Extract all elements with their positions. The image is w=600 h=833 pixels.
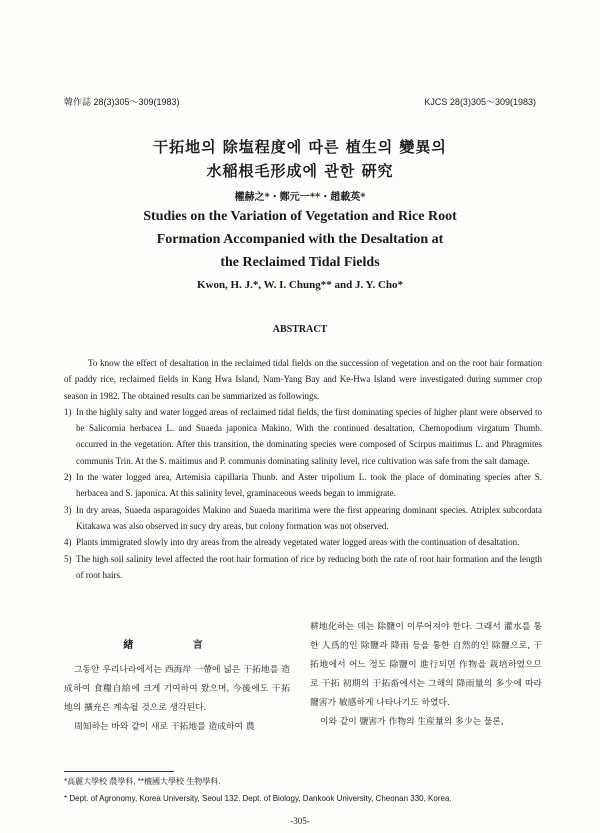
item-number: 1): [64, 406, 72, 417]
abstract-item: [64, 551, 542, 584]
title-kr-line2: 水稲根毛形成에 관한 硏究: [206, 162, 394, 180]
introduction-heading: 緖 言: [123, 640, 231, 651]
intro-paragraph: 周知하는 바와 같이 새로 干拓地를 造成하여 農: [74, 722, 255, 732]
intro-left-column: [64, 661, 290, 737]
journal-citation-en: KJCS 28(3)305～309(1983): [424, 97, 536, 107]
item-text: The high soil salinity level affected the root hair formation of rice by reducing both the rate of root hair formation and the length of root hairs.: [76, 553, 542, 580]
intro-paragraph: 이와 같이 鹽害가 作物의 生産量의 多少는 물론,: [320, 717, 504, 727]
authors-en: Kwon, H. J.*, W. I. Chung** and J. Y. Cho*: [196, 279, 404, 291]
abstract-item: [64, 404, 542, 469]
footnote-divider: [64, 771, 174, 772]
item-number: 3): [64, 504, 72, 515]
abstract-intro: To know the effect of desaltation in the reclaimed tidal fields on the succession of vegetation and on the root hair formation of paddy rice, reclaimed fields in Kang Hwa Island, Nam-Yang Bay and Ke-Hwa Island were investigated during summer crop season in 1982. The obtained results can be summarized as followings.: [64, 358, 542, 401]
journal-citation-kr: 韓作誌 28(3)305～309(1983): [64, 97, 180, 107]
intro-paragraph: 耕地化하는 데는 除鹽이 이루어져야 한다. 그래서 灌水를 통한 人爲的인 除鹽과 降雨 등을 통한 自然的인 除鹽으로, 干拓地에서 어느 정도 除鹽이 進行되면 作物을 栽培하였으므로 干拓 初期의 干拓畓에서는 그해의 降雨量의 多少에 따라 鹽害가 敏感하게 나타나기도 하였다.: [310, 622, 542, 708]
item-number: 4): [64, 537, 72, 548]
item-text: In the highly salty and water logged areas of reclaimed tidal fields, the first dominating species of higher plant were observed to be Salicornia herbacea L. and Suaeda japonica Makino. With the continued desaltation, Chemopodium virgatum Thumb. occurred in the vegetation. After this transition, the dominating species were composed of Scirpus maitimus L. and Phragmites communis Trin. At the S. maitimus and P. communis dominating salinity level, rice cultivation was safe from the salt damage.: [76, 406, 542, 466]
abstract-item: [64, 534, 542, 550]
title-en-line2: Formation Accompanied with the Desaltation at: [156, 232, 444, 247]
title-en-line3: the Reclaimed Tidal Fields: [220, 255, 380, 270]
authors-kr: 權赫之*・鄭元一**・趙載英*: [234, 192, 366, 203]
title-en-line1: Studies on the Variation of Vegetation and Rice Root: [143, 209, 457, 224]
footnote-kr: *高麗大學校 農學科, **檀國大學校 生物學科.: [64, 777, 221, 786]
abstract-item: [64, 469, 542, 502]
abstract-item: [64, 502, 542, 535]
title-kr-line1: 干拓地의 除塩程度에 따른 植生의 變異의: [153, 138, 447, 156]
page-number: -305-: [290, 816, 310, 826]
item-number: 5): [64, 553, 72, 564]
intro-right-column: [310, 618, 542, 732]
item-number: 2): [64, 472, 72, 483]
abstract-body: [64, 355, 542, 583]
item-text: In dry areas, Suaeda asparagoides Makino and Suaeda maritima were the first appearing dominant species. Atriplex subcordata Kitakawa was also observed in sucy dry areas, but colony formation was not observed.: [76, 504, 542, 531]
footnote-en: * Dept. of Agronomy, Korea University, Seoul 132. Dept. of Biology, Dankook University, Cheonan 330, Korea.: [64, 794, 452, 803]
abstract-heading: ABSTRACT: [272, 324, 328, 335]
item-text: In the water logged area, Artemisia capillaria Thunb. and Aster tripolium L. took the place of dominating species after S. herbacea and S. japonica. At this salinity level, graminaceous weeds began to immigrate.: [76, 472, 542, 499]
item-text: Plants immigrated slowly into dry areas from the already vegetated water logged areas with the continuation of desaltation.: [76, 537, 520, 548]
intro-paragraph: 그동안 우리나라에서는 西海岸 一帶에 넓은 干拓地를 造成하여 食糧自給에 크게 기여하여 왔으며, 今後에도 干拓地의 擴充은 계속될 것으로 생각된다.: [64, 665, 290, 713]
